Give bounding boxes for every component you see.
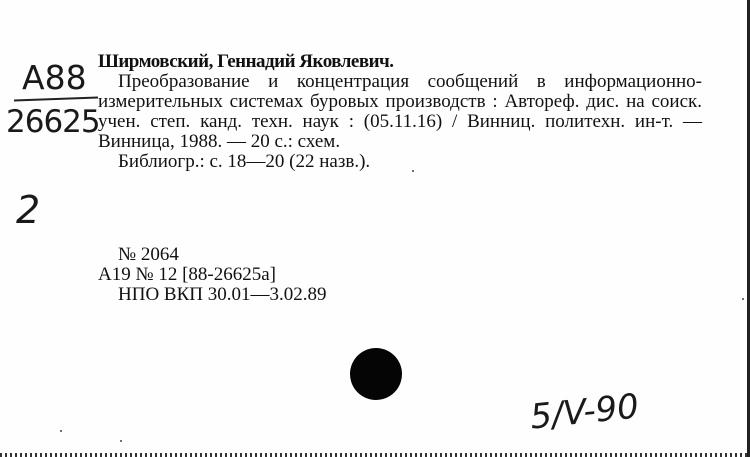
- shelfmark-divider: [14, 97, 98, 102]
- punch-hole: [350, 348, 402, 400]
- record-index: НПО ВКП 30.01—3.02.89: [118, 284, 327, 305]
- handwritten-note: 2: [16, 188, 41, 232]
- shelfmark-top: A88: [22, 58, 87, 97]
- scan-speck: [120, 440, 122, 442]
- shelfmark-bottom: 26625: [6, 104, 100, 140]
- bibliography-note: Библиогр.: с. 18—20 (22 назв.).: [118, 151, 371, 172]
- record-number: № 2064: [118, 244, 179, 265]
- scan-speck: [60, 430, 62, 432]
- scan-speck: [742, 298, 744, 300]
- record-block: [98, 245, 326, 305]
- scan-speck: [412, 170, 414, 172]
- entry-description: Преобразование и концентрация сообщений в информационно-измерительных системах буровых производств : Автореф. дис. на соиск. учен. степ. канд. техн. наук : (05.11.16) / Винниц. политехн. ин-т. — Винница, 1988. — 20 с.: схем.: [98, 71, 702, 152]
- record-series: А19 № 12 [88-26625а]: [98, 264, 277, 285]
- handwritten-date: 5/V-90: [528, 386, 641, 438]
- catalog-entry: [98, 52, 702, 172]
- card-bottom-edge: [0, 453, 750, 457]
- author-heading: Ширмовский, Геннадий Яковлевич.: [98, 51, 394, 72]
